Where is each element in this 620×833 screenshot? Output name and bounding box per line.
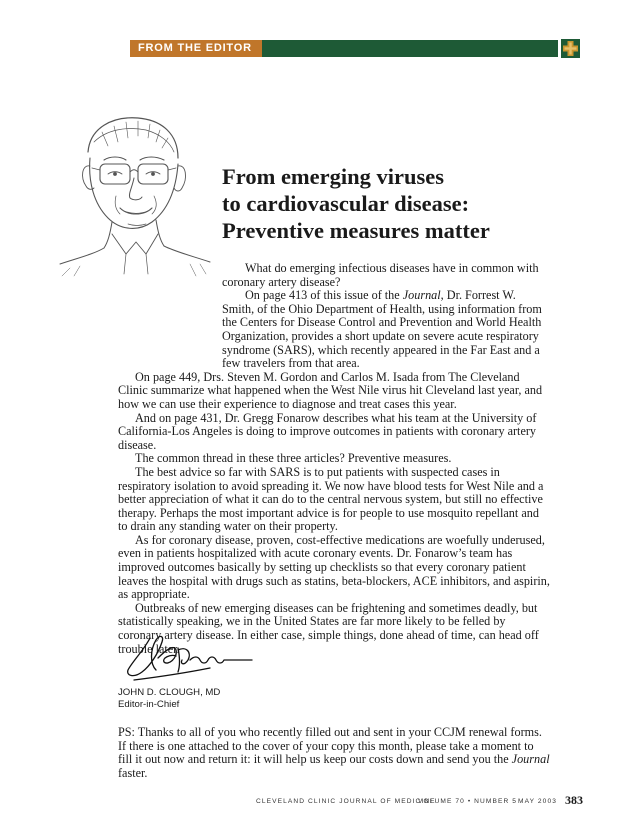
footer-issue: VOLUME 70 • NUMBER 5: [418, 798, 518, 805]
section-banner-label: FROM THE EDITOR: [130, 40, 262, 57]
footer-date: MAY 2003: [518, 798, 557, 805]
body-paragraph: On page 449, Drs. Steven M. Gordon and Carlos M. Isada from The Cleveland Clinic summarize what happened when the West Nile virus hit Cleveland last year, and how we can use their experience to diagnose and treat cases this year.: [118, 369, 543, 411]
postscript: PS: Thanks to all of you who recently filled out and sent in your CCJM renewal forms. If there is one attached to the cover of your copy this month, please take a moment to fill it out now and return it: it will help us keep our costs down and send you the Journal faster.: [118, 725, 550, 780]
body-paragraph: The common thread in these three articles? Preventive measures.: [135, 451, 452, 466]
article-title-line: Preventive measures matter: [222, 218, 490, 243]
editor-credit: [118, 687, 220, 711]
body-paragraph: And on page 431, Dr. Gregg Fonarow describes what his team at the University of California-Los Angeles is doing to improve outcomes in patients with coronary artery disease.: [118, 410, 537, 452]
body-paragraph: As for coronary disease, proven, cost-effective medications are woefully underused, even in patients hospitalized with acute coronary events. Dr. Fonarow’s team has improved outcomes basically by setting up checklists so that every coronary patient leaves the hospital with drugs such as statins, beta-blockers, ACE inhibitors, and aspirin, as appropriate.: [118, 532, 550, 602]
article-title: [222, 163, 552, 244]
page-footer: [240, 792, 583, 812]
editor-signature: [120, 628, 260, 684]
page-number: 383: [565, 793, 583, 807]
body-paragraph: The best advice so far with SARS is to put patients with suspected cases in respiratory isolation to avoid spreading it. We now have blood tests for West Nile and a better appreciation of what it can do to the central nervous system, but still no effective therapy. Perhaps the most important advice is for people to use mosquito repellant and to drain any standing water on their property.: [118, 464, 544, 534]
editor-name: JOHN D. CLOUGH, MD: [118, 687, 221, 698]
body-paragraph-text: On page 413 of this issue of the Journal, Dr. Forrest W. Smith, of the Ohio Department of Health, using information from the Centers for Disease Control and Prevention and World Health Organization, provides a short update on severe acute respiratory syndrome (SARS), which recently appeared in the Far East and a few travelers from that area.: [222, 288, 542, 371]
article-title-line: From emerging viruses: [222, 164, 445, 189]
body-paragraph: Outbreaks of new emerging diseases can be frightening and sometimes deadly, but statistically speaking, we in the United States are far more likely to be felled by coronary artery disease. In either case, simple things, done ahead of time, can head off trouble later.: [118, 600, 539, 656]
editor-portrait-sketch: [50, 108, 216, 278]
article-title-line: to cardiovascular disease:: [222, 191, 470, 216]
editor-role: Editor-in-Chief: [118, 699, 180, 710]
article-body: [118, 262, 550, 656]
section-banner-bar: [262, 40, 558, 57]
cross-emblem-icon: [561, 39, 580, 58]
body-paragraph: What do emerging infectious diseases have in common with coronary artery disease?: [222, 261, 539, 289]
body-paragraph: [118, 289, 550, 371]
footer-journal: CLEVELAND CLINIC JOURNAL OF MEDICINE: [256, 798, 436, 805]
